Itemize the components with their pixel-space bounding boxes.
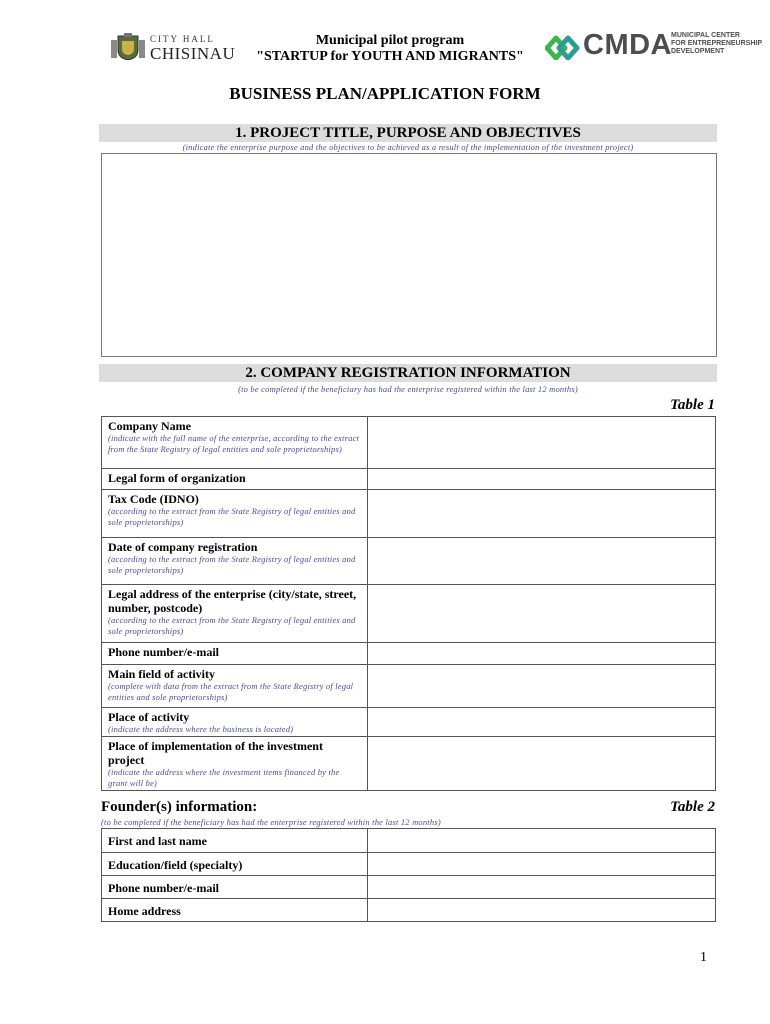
- table-2-caption: Table 2: [670, 799, 715, 815]
- crest-icon: [110, 32, 146, 60]
- row-label: [102, 469, 368, 490]
- phone-email-field[interactable]: [368, 643, 716, 665]
- company-name-field[interactable]: [368, 417, 716, 469]
- logo-line-city-hall: CITY HALL: [150, 34, 215, 44]
- row-label-text: Phone number/e-mail: [108, 645, 219, 659]
- section-2-title: 2. COMPANY REGISTRATION INFORMATION: [99, 364, 717, 382]
- row-label: [102, 899, 368, 922]
- row-label-hint: (according to the extract from the State Registry of legal entities and sole proprietorships): [108, 615, 356, 636]
- table-row: [102, 876, 716, 899]
- page-number: 1: [700, 950, 707, 965]
- section-2-hint: (to be completed if the beneficiary has had the enterprise registered within the last 12 months): [238, 384, 578, 394]
- place-of-activity-field[interactable]: [368, 708, 716, 737]
- row-label: [102, 853, 368, 876]
- program-subtitle: "STARTUP for YOUTH AND MIGRANTS": [256, 49, 524, 64]
- founder-education-field[interactable]: [368, 853, 716, 876]
- row-label: [102, 737, 368, 791]
- row-label-text: Education/field (specialty): [108, 858, 243, 872]
- cmda-subtitle-line: DEVELOPMENT: [671, 48, 725, 55]
- founders-table: [101, 828, 716, 922]
- row-label-text: Place of activity: [108, 710, 190, 724]
- main-activity-field[interactable]: [368, 665, 716, 708]
- legal-address-field[interactable]: [368, 585, 716, 643]
- table-row: [102, 665, 716, 708]
- company-registration-table: [101, 416, 716, 791]
- row-label-text: Legal address of the enterprise (city/state, street, number, postcode): [108, 587, 357, 615]
- row-label-hint: (according to the extract from the State Registry of legal entities and sole proprietorships): [108, 554, 356, 575]
- cmda-logo: [545, 29, 765, 62]
- form-title: BUSINESS PLAN/APPLICATION FORM: [229, 84, 541, 103]
- table-row: [102, 490, 716, 538]
- row-label: [102, 585, 368, 643]
- section-1-title: 1. PROJECT TITLE, PURPOSE AND OBJECTIVES: [99, 124, 717, 142]
- founder-phone-email-field[interactable]: [368, 876, 716, 899]
- table-row: [102, 737, 716, 791]
- table-row: [102, 538, 716, 585]
- program-name: Municipal pilot program: [315, 33, 465, 48]
- row-label: [102, 643, 368, 665]
- implementation-place-field[interactable]: [368, 737, 716, 791]
- founder-name-field[interactable]: [368, 829, 716, 853]
- table-row: [102, 708, 716, 737]
- row-label-text: Tax Code (IDNO): [108, 492, 199, 506]
- row-label-hint: (indicate the address where the investment items financed by the grant will be): [108, 767, 340, 788]
- row-label-hint: (indicate the address where the business is located): [108, 724, 294, 734]
- row-label-text: Main field of activity: [108, 667, 215, 681]
- legal-form-field[interactable]: [368, 469, 716, 490]
- founders-title: Founder(s) information:: [101, 799, 258, 815]
- row-label-text: Legal form of organization: [108, 471, 246, 485]
- row-label-text: Home address: [108, 904, 181, 918]
- cmda-subtitle-line: FOR ENTREPRENEURSHIP: [671, 40, 763, 47]
- founder-address-field[interactable]: [368, 899, 716, 922]
- row-label-hint: (indicate with the full name of the enterprise, according to the extract from the State Registry of legal entities and sole proprietorships): [108, 433, 360, 454]
- section-1-hint: (indicate the enterprise purpose and the objectives to be achieved as a result of the implementation of the investment project): [182, 142, 634, 152]
- row-label-text: First and last name: [108, 834, 207, 848]
- row-label-hint: (according to the extract from the State Registry of legal entities and sole proprietorships): [108, 506, 356, 527]
- table-row: [102, 643, 716, 665]
- table-row: [102, 853, 716, 876]
- row-label-hint: (complete with data from the extract from the State Registry of legal entities and sole proprietorships): [108, 681, 354, 702]
- table-row: [102, 829, 716, 853]
- table-row: [102, 585, 716, 643]
- row-label: [102, 665, 368, 708]
- table-row: [102, 899, 716, 922]
- row-label-text: Place of implementation of the investment project: [108, 739, 323, 767]
- table-row: [102, 417, 716, 469]
- row-label: [102, 417, 368, 469]
- row-label-text: Phone number/e-mail: [108, 881, 219, 895]
- row-label: [102, 829, 368, 853]
- row-label: [102, 708, 368, 737]
- logo-line-chisinau: CHISINAU: [150, 44, 236, 63]
- project-purpose-textarea[interactable]: [101, 153, 717, 357]
- row-label-text: Company Name: [108, 419, 191, 433]
- table-1-caption: Table 1: [670, 397, 715, 413]
- cmda-mark-icon: [545, 34, 583, 60]
- tax-code-field[interactable]: [368, 490, 716, 538]
- row-label: [102, 538, 368, 585]
- cmda-subtitle-line: MUNICIPAL CENTER: [671, 32, 740, 39]
- cmda-subtitle: [671, 32, 762, 56]
- table-row: [102, 469, 716, 490]
- city-hall-chisinau-logo: [110, 32, 242, 62]
- row-label: [102, 876, 368, 899]
- registration-date-field[interactable]: [368, 538, 716, 585]
- cmda-wordmark: CMDA: [583, 29, 672, 61]
- program-header: [250, 33, 530, 65]
- row-label-text: Date of company registration: [108, 540, 258, 554]
- founders-hint: (to be completed if the beneficiary has had the enterprise registered within the last 12 months): [101, 817, 441, 827]
- row-label: [102, 490, 368, 538]
